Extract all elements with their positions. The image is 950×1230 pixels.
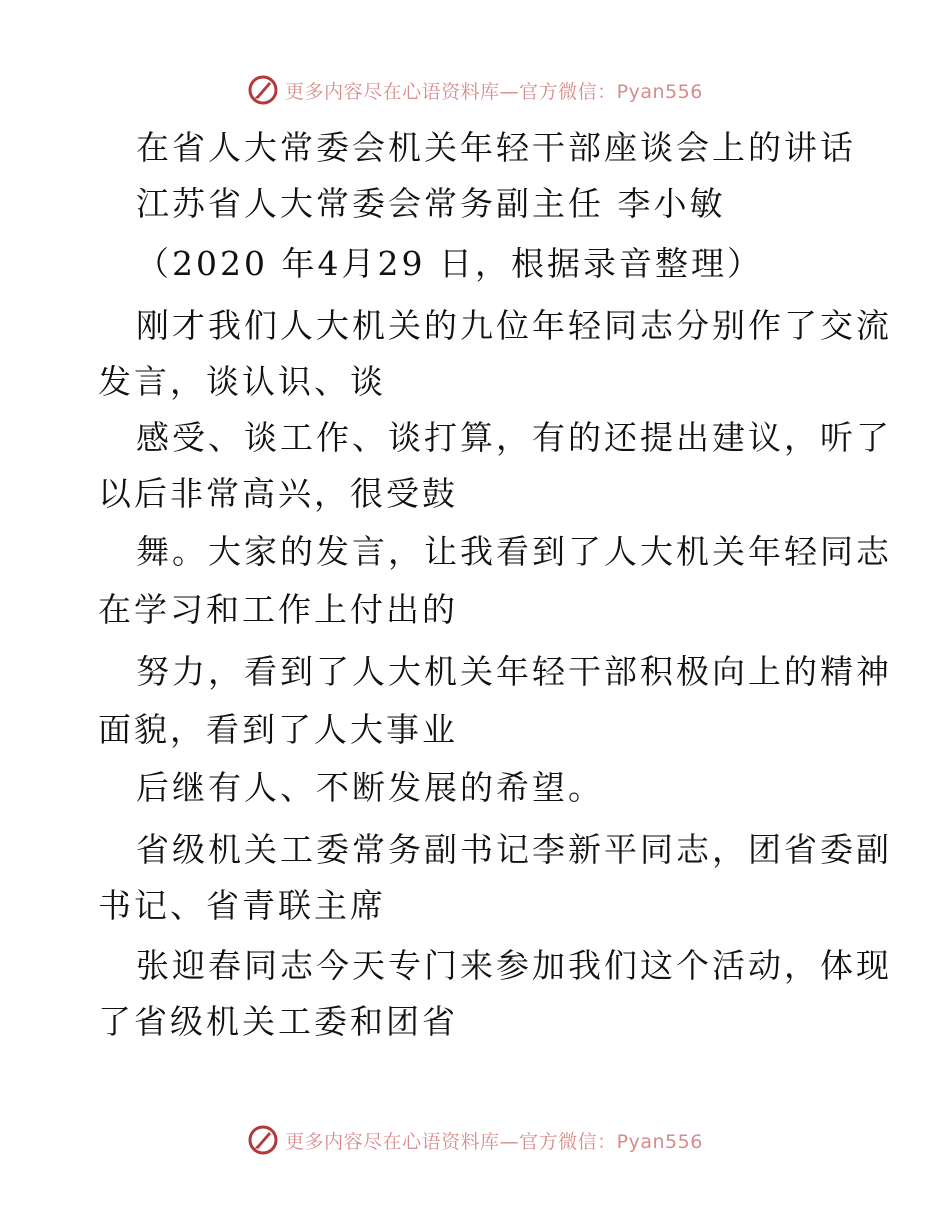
text-line: 发言，谈认识、谈 [98, 362, 386, 401]
speech-title: 在省人大常委会机关年轻干部座谈会上的讲话 [136, 128, 856, 167]
quill-logo-icon [247, 1124, 279, 1156]
text-line: 面貌，看到了人大事业 [98, 710, 458, 749]
text-line: 刚才我们人大机关的九位年轻同志分别作了交流 [136, 306, 892, 345]
text-line: 感受、谈工作、谈打算，有的还提出建议，听了 [136, 418, 892, 457]
date-note: （2020 年4月29 日，根据录音整理） [136, 244, 763, 283]
text-line: 在学习和工作上付出的 [98, 590, 458, 629]
text-line: 以后非常高兴，很受鼓 [98, 474, 458, 513]
text-line: 张迎春同志今天专门来参加我们这个活动，体现 [136, 946, 892, 985]
text-line: 努力，看到了人大机关年轻干部积极向上的精神 [136, 652, 892, 691]
watermark-text: 更多内容尽在心语资料库—官方微信：Pyan556 [285, 80, 703, 103]
watermark-group [247, 1124, 703, 1156]
text-line: 了省级机关工委和团省 [98, 1002, 458, 1041]
text-line: 书记、省青联主席 [98, 886, 386, 925]
watermark-group [247, 74, 703, 106]
wechat-id: Pyan556 [616, 80, 703, 103]
wechat-id: Pyan556 [616, 1130, 703, 1153]
text-line: 省级机关工委常务副书记李新平同志，团省委副 [136, 830, 892, 869]
watermark-text: 更多内容尽在心语资料库—官方微信：Pyan556 [285, 1130, 703, 1153]
text-line: 舞。大家的发言，让我看到了人大机关年轻同志 [136, 532, 892, 571]
quill-logo-icon [247, 74, 279, 106]
footer-watermark [0, 1120, 950, 1160]
header-watermark [0, 70, 950, 110]
speaker-line: 江苏省人大常委会常务副主任 李小敏 [136, 184, 726, 223]
text-line: 后继有人、不断发展的希望。 [136, 768, 604, 807]
